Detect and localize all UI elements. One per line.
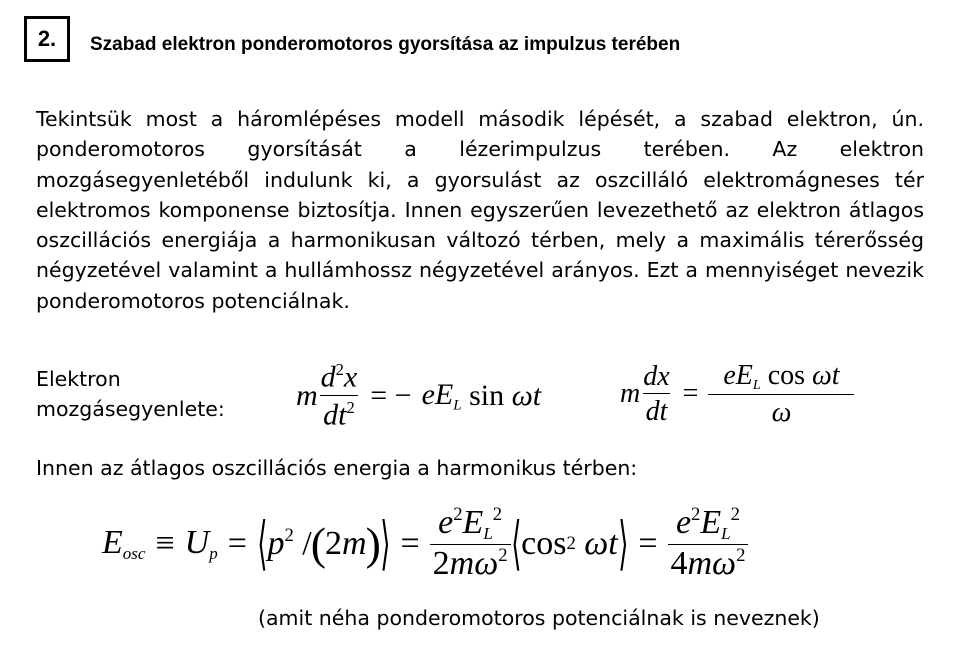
ponderomotive-energy-equation: $E_{osc}$ ≡ $U_p$ = ⟨ $p^2$ / ( 2 m ) ⟩ = $\frac{e^2E_L^2}{2m\omega^2}$ ⟨ cos 2 ωt ⟩ = $\frac{e^2E_L^2}{4m\omega^2}$ (102, 504, 748, 583)
equation-label-line1: Elektron (36, 367, 121, 391)
velocity-fraction: $\frac{eE_L \cos \omega t}{\omega}$ (708, 360, 854, 429)
energy-fraction-2: $\frac{e^2E_L^2}{4m\omega^2}$ (668, 504, 749, 583)
footnote: (amit néha ponderomotoros potenciálnak is neveznek) (258, 606, 820, 630)
energy-intro-text: Innen az átlagos oszcillációs energia a harmonikus térben: (36, 456, 638, 480)
equation-of-motion: m $\frac{d^2x}{dt^2}$ = − $eE_L$ sin ωt (296, 360, 542, 432)
velocity-equation: m $\frac{dx}{dt}$ = $\frac{eE_L \cos \omega t}{\omega}$ (620, 360, 854, 429)
first-derivative-fraction: $\frac{dx}{dt}$ (643, 360, 670, 427)
intro-paragraph: Tekintsük most a háromlépéses modell második lépését, a szabad elektron, ún. ponderomotoros gyorsítását a lézerimpulzus terében. Az elektron mozgásegyenletéből indulunk ki, a gyorsulást az oszcilláló elektromágneses tér elektromos komponense biztosítja. Innen egyszerűen levezethető az elektron átlagos oszcillációs energiája a harmonikusan változó térben, mely a maximális térerősség négyzetével valamint a hullámhossz négyzetével arányos. Ezt a mennyiséget nevezik ponderomotoros potenciálnak. (36, 107, 924, 313)
equation-label-line2: mozgásegyenlete: (36, 397, 225, 421)
slide-title: Szabad elektron ponderomotoros gyorsítása az impulzus terében (90, 34, 681, 55)
energy-fraction-1: $\frac{e^2E_L^2}{2m\omega^2}$ (430, 504, 511, 583)
second-derivative-fraction: $\frac{d^2x}{dt^2}$ (320, 360, 358, 432)
equation-label (36, 364, 225, 424)
slide-number: 2. (24, 16, 70, 62)
